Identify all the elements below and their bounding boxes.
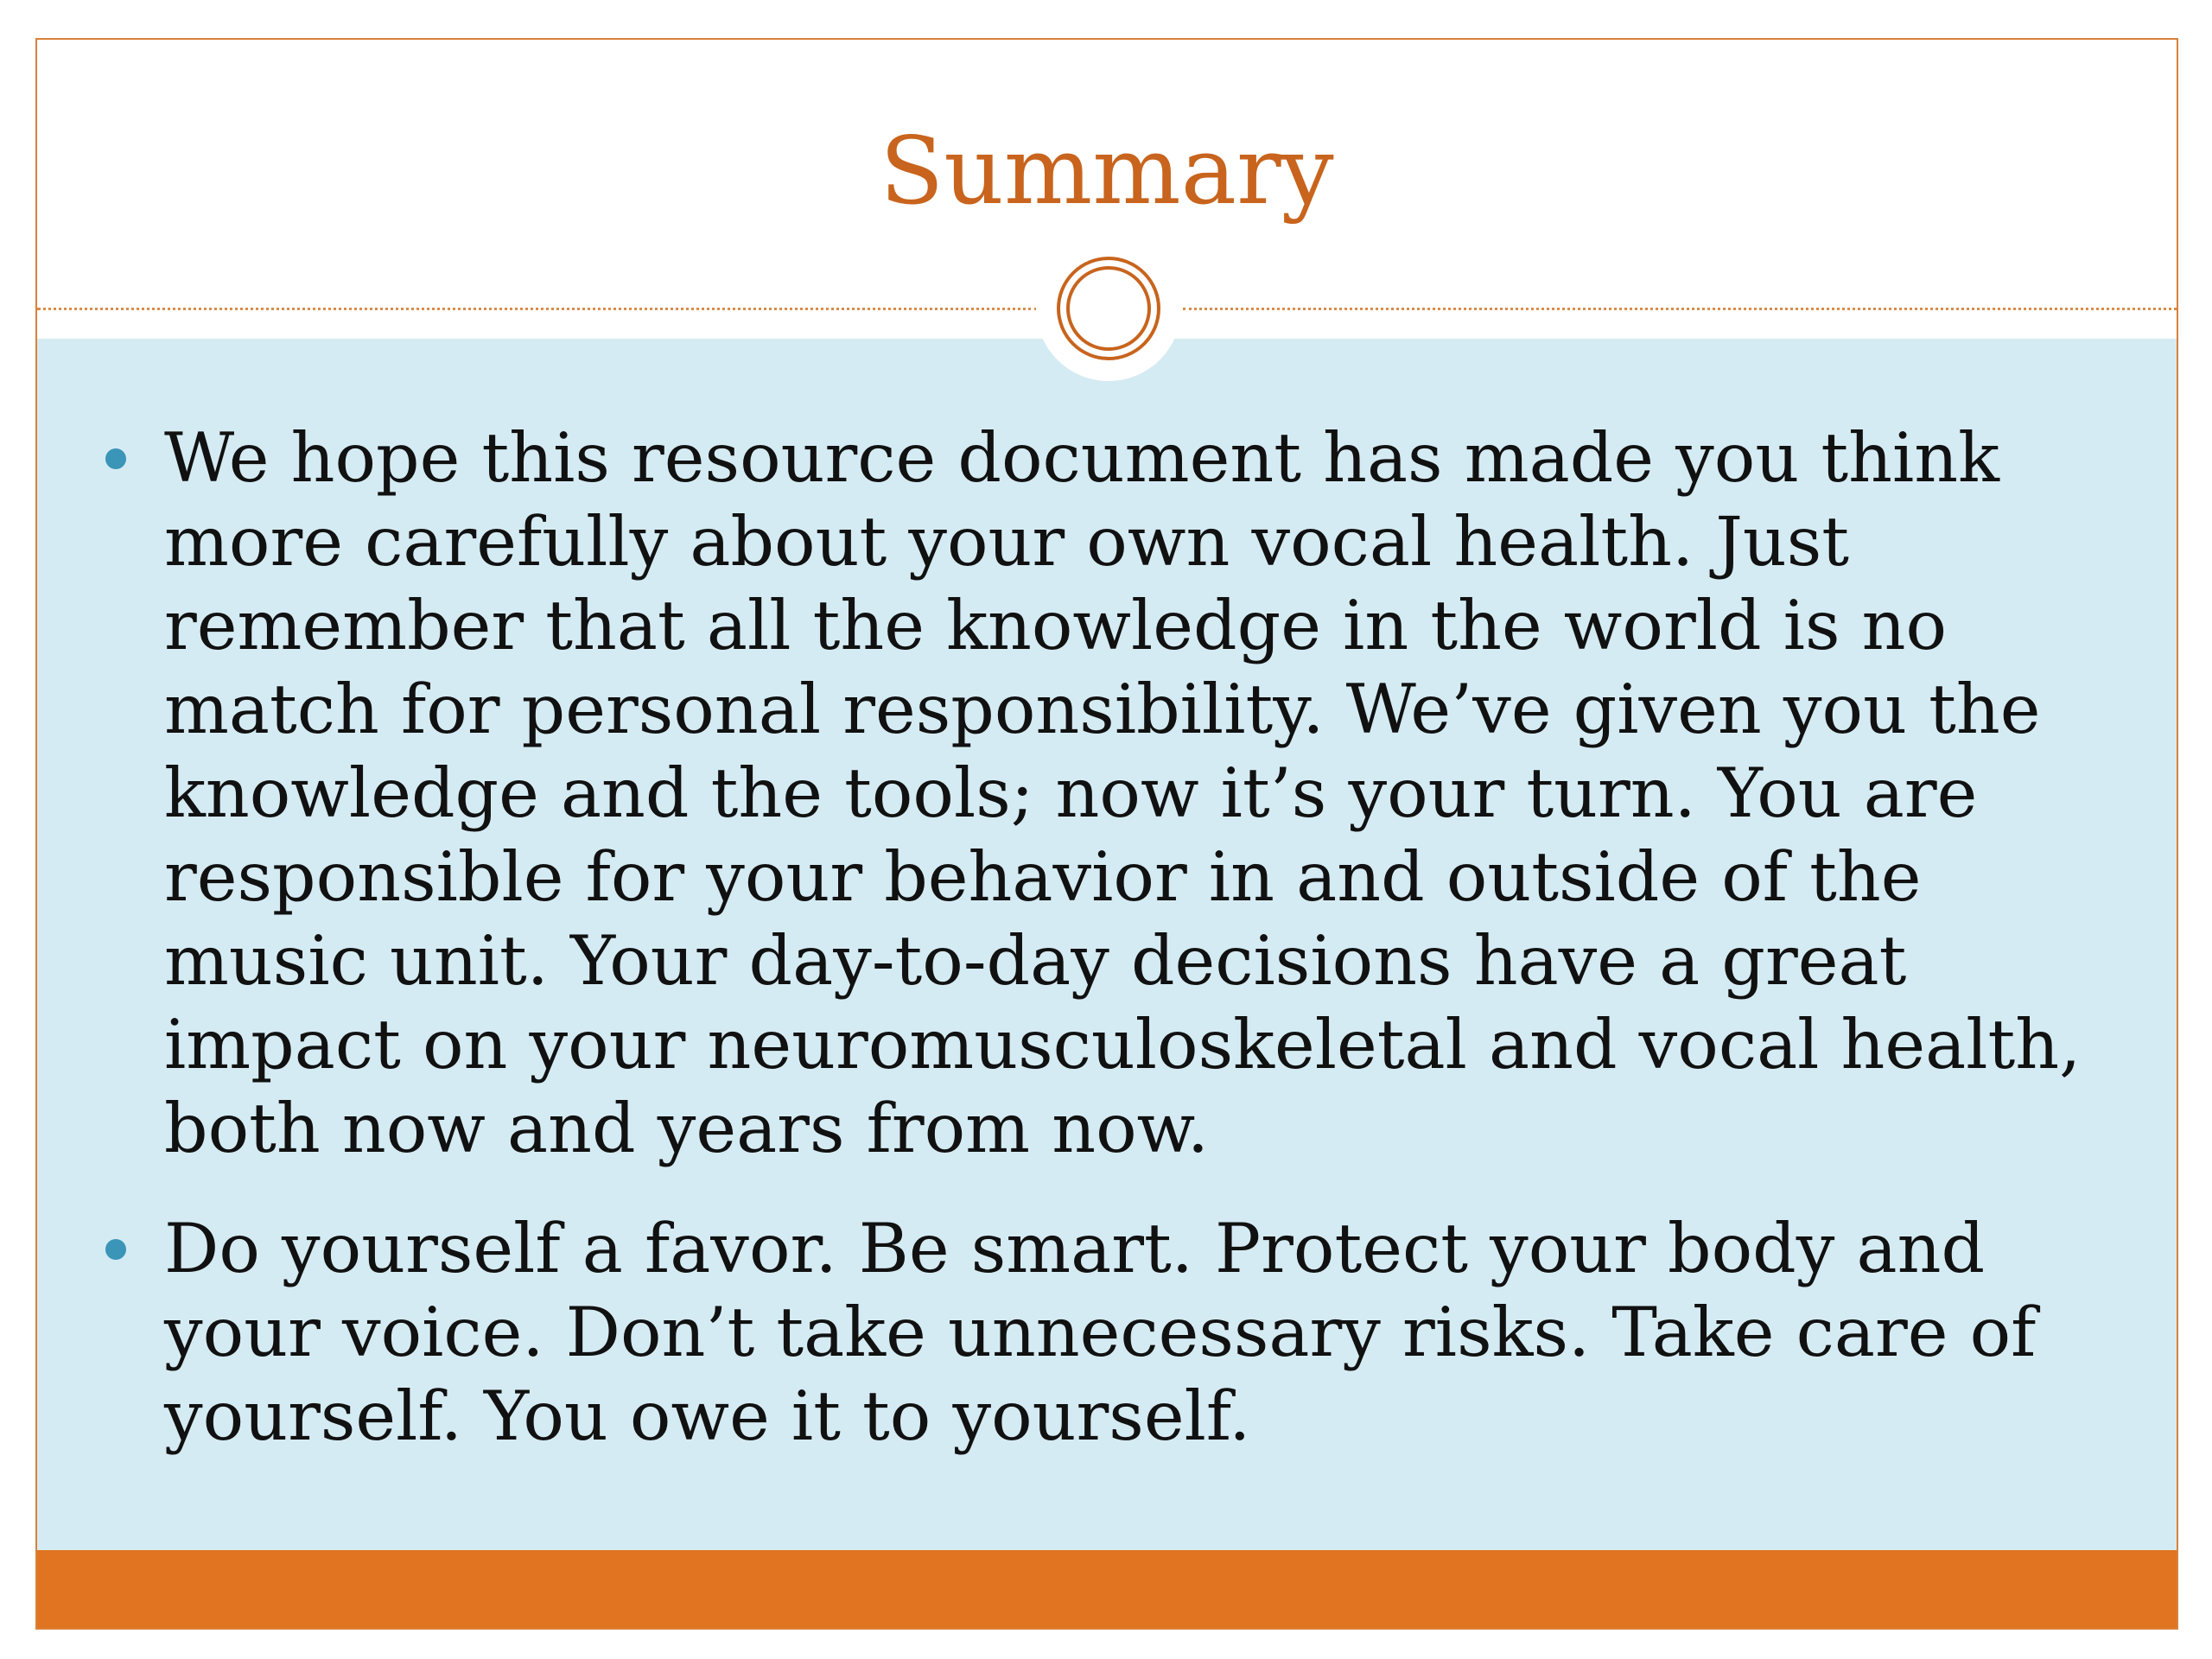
bullet-item [37, 416, 2177, 1171]
bullet-text: Do yourself a favor. Be smart. Protect your body and your voice. Don’t take unnecessary risks. Take care of yourself. You owe it to yourself. [164, 1209, 2037, 1456]
bullet-item [37, 1207, 2177, 1459]
footer-accent-bar [37, 1550, 2177, 1628]
bullet-text: We hope this resource document has made you think more carefully about your own vocal health. Just remember that all the knowledge in the world is no match for personal responsibility. We’ve given you the knowledge and the tools; now it’s your turn. You are responsible for your behavior in and outside of the music unit. Your day-to-day decisions have a great impact on your neuromusculoskeletal and vocal health, both now and years from now. [164, 418, 2082, 1168]
bullet-list [37, 416, 2177, 1495]
round-bullet-icon [105, 1239, 126, 1260]
title-divider-right [1183, 308, 2177, 310]
round-bullet-icon [105, 448, 126, 469]
slide [35, 38, 2178, 1630]
ring-ornament-icon [1055, 255, 1162, 362]
slide-title: Summary [880, 118, 1334, 226]
title-divider-left [37, 308, 1038, 310]
